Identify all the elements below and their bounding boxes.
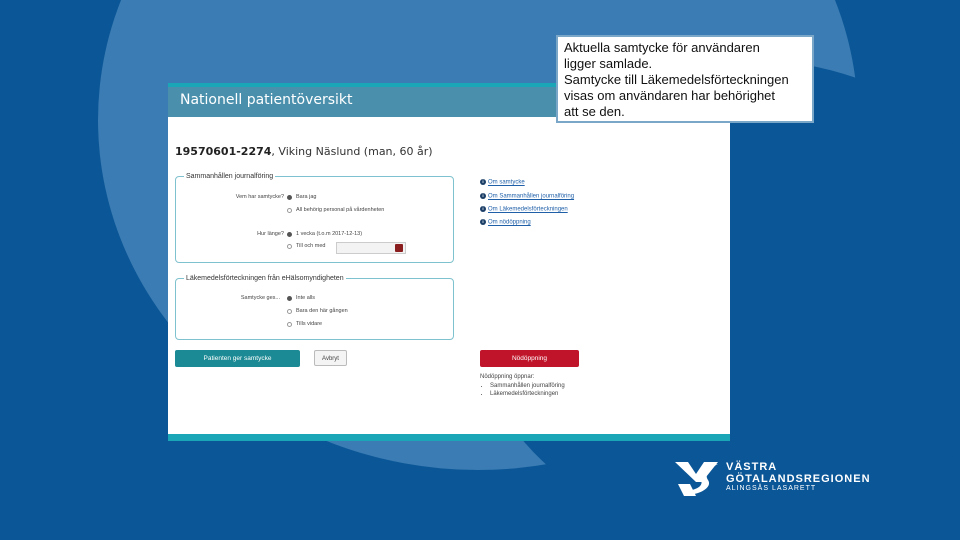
link-label: Om Sammanhållen journalföring [488,193,575,200]
option-label: 1 vecka (t.o.m 2017-12-13) [296,231,363,237]
callout-line: ligger samlade. [564,56,653,71]
duration-label: Hur länge? [257,231,284,237]
logo-line1: VÄSTRA [726,461,778,473]
patient-name: , Viking Näslund (man, 60 år) [271,145,433,158]
info-icon: i [480,206,486,212]
callout-line: Aktuella samtycke för användaren [564,40,760,55]
radio-till-och-med[interactable] [287,244,292,249]
patient-consent-button[interactable]: Patienten ger samtycke [175,350,300,367]
info-link-om-lakemedelsforteckningen[interactable] [480,206,568,213]
info-link-om-sammanhallen-journalforing[interactable] [480,193,574,200]
app-window [168,83,730,441]
option-label: Tills vidare [296,321,323,327]
patient-info [175,145,433,158]
callout-line: att se den. [564,104,625,119]
radio-inte-alls[interactable] [287,296,292,301]
option-label: Bara jag [296,194,317,200]
section-legend: Sammanhållen journalföring [186,173,274,180]
who-consent-label: Vem har samtycke? [235,194,284,200]
radio-tills-vidare[interactable] [287,322,292,327]
callout-line: Samtycke till Läkemedelsförteckningen [564,72,789,87]
consent-given-label: Samtycke ges... [240,295,280,301]
callout-line: visas om användaren har behörighet [564,88,776,103]
sammanhallen-journalforing-section [175,173,454,263]
patient-id: 19570601-2274 [175,145,272,158]
info-link-om-nodoppning[interactable] [480,219,531,226]
radio-1-vecka[interactable] [287,232,292,237]
app-footer-bar [168,434,730,441]
option-label: Till och med [296,243,326,249]
option-label: Inte alls [296,295,315,301]
vgr-logo [674,458,904,498]
logo-line3: ALINGSÅS LASARETT [726,485,817,492]
list-item: • Sammanhållen journalföring [490,383,565,389]
link-label: Om samtycke [488,179,525,186]
annotation-callout [556,35,814,123]
info-icon: i [480,179,486,185]
link-label: Om Läkemedelsförteckningen [488,206,568,213]
app-title: Nationell patientöversikt [180,92,353,108]
logo-line2: GÖTALANDSREGIONEN [726,473,871,485]
emergency-info-title: Nödöppning öppnar: [480,374,535,380]
info-icon: i [480,193,486,199]
vgr-emblem-icon [674,460,724,498]
radio-bara-jag[interactable] [287,195,292,200]
option-label: Bara den här gången [296,308,348,314]
radio-all-personal[interactable] [287,208,292,213]
emergency-info-list [480,383,565,399]
info-icon: i [480,219,486,225]
section-legend: Läkemedelsförteckningen från eHälsomyndigheten [186,275,344,282]
calendar-icon[interactable] [395,244,403,252]
emergency-open-button[interactable]: Nödöppning [480,350,579,367]
info-link-om-samtycke[interactable] [480,179,525,186]
link-label: Om nödöppning [488,219,531,226]
option-label: All behörig personal på vårdenheten [296,207,385,213]
list-item: • Läkemedelsförteckningen [490,391,565,397]
radio-bara-den-har-gangen[interactable] [287,309,292,314]
cancel-button[interactable]: Avbryt [314,350,347,366]
